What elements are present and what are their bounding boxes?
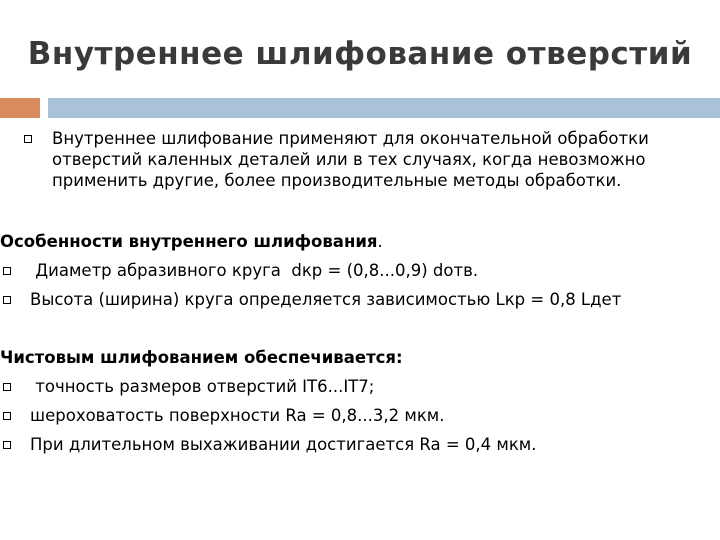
intro-text: Внутреннее шлифование применяют для окончательной обработки отверстий каленных деталей или в тех случаях, когда невозможно применить другие, более производительные методы обработки.	[52, 129, 649, 190]
list-item-text: точность размеров отверстий IT6...IT7;	[30, 377, 375, 396]
section-features	[0, 227, 715, 314]
square-bullet-icon	[3, 267, 11, 275]
section-heading-line	[0, 227, 715, 256]
slide-title: Внутреннее шлифование отверстий	[27, 36, 693, 72]
accent-bar-blue	[48, 98, 720, 118]
section-heading: Особенности внутреннего шлифования	[0, 232, 378, 251]
square-bullet-icon	[3, 296, 11, 304]
list-item-text: Высота (ширина) круга определяется зависимостью Lкр = 0,8 Lдет	[30, 290, 622, 309]
square-bullet-icon	[3, 383, 11, 391]
intro-paragraph	[22, 128, 712, 191]
list-item	[0, 372, 715, 401]
list-item	[0, 256, 715, 285]
list-item	[0, 401, 715, 430]
list-item-text: шероховатость поверхности Ra = 0,8...3,2 мкм.	[30, 406, 445, 425]
section-heading: Чистовым шлифованием обеспечивается:	[0, 348, 403, 367]
square-bullet-icon	[3, 441, 11, 449]
section-heading-line	[0, 343, 715, 372]
list-item-text: При длительном выхаживании достигается Ra = 0,4 мкм.	[30, 435, 537, 454]
accent-bar-orange	[0, 98, 40, 118]
square-bullet-icon	[24, 135, 32, 143]
heading-suffix: .	[377, 232, 383, 251]
section-finishing	[0, 343, 715, 459]
list-item	[0, 285, 715, 314]
list-item-text: Диаметр абразивного круга dкр = (0,8...0,9) dотв.	[30, 261, 479, 280]
square-bullet-icon	[3, 412, 11, 420]
list-item	[0, 430, 715, 459]
